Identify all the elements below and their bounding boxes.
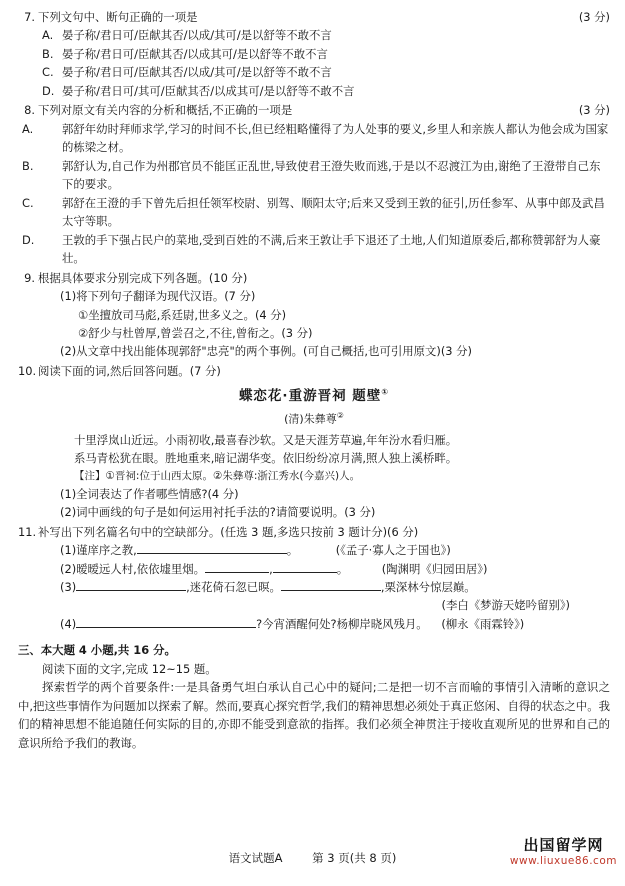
question-9-sub-2: (2)从文章中找出能体现郭舒"忠亮"的两个事例。(可自己概括,也可引用原文)(3 分): [60, 344, 472, 359]
watermark-title: 出国留学网: [523, 836, 604, 855]
question-10-number: 10.: [18, 363, 37, 378]
poem-note: 【注】①晋祠:位于山西太原。②朱彝尊:浙江秀水(今嘉兴)人。: [74, 469, 361, 482]
question-7-head: [18, 8, 610, 26]
question-8-head: [18, 101, 610, 119]
question-11-source-1: (《孟子·寡人之于国也》): [335, 543, 451, 558]
poem-line-1: 十里浮岚山近远。小雨初收,最喜春沙软。又是天涯芳草遍,年年汾水看归雁。: [74, 432, 458, 447]
question-7-option-a: A. 晏子称/君日可/臣献其否/以成/其可/是以舒等不敢不言: [42, 28, 332, 43]
footer-paper-label: 语文试题A: [228, 851, 283, 866]
question-8-option-d: D. 王敦的手下强占民户的菜地,受到百姓的不满,后来王敦让手下退还了土地,人们知道原委后,都称赞郭舒为人豪壮。: [22, 232, 601, 266]
question-11-item-2: (2)暧暧远人村,依依墟里烟。 , 。 (陶渊明《归园田居》): [60, 561, 488, 576]
question-10-head: [18, 362, 610, 380]
question-7-marks: (3 分): [578, 10, 610, 24]
question-9-stem: 根据具体要求分别完成下列各题。(10 分): [38, 270, 248, 285]
question-11-item-1: (1)谨庠序之教, 。 (《孟子·寡人之于国也》): [60, 543, 451, 558]
question-7: [18, 8, 610, 100]
question-9-sub-1: (1)将下列句子翻译为现代汉语。(7 分): [60, 289, 256, 304]
question-8-stem: (3 分) 下列对原文有关内容的分析和概括,不正确的一项是: [38, 101, 610, 119]
question-7-option-c: C. 晏子称/君日可/臣献其否/以成/其可/是以舒等不敢不言: [42, 65, 332, 80]
question-8-option-a: A. 郭舒年幼时拜师求学,学习的时间不长,但已经粗略懂得了为人处事的要义,乡里人和亲族人都认为他会成为国家的栋梁之材。: [22, 121, 609, 155]
fill-blank[interactable]: [76, 616, 256, 628]
poem-title: 蝶恋花·重游晋祠 题壁①: [238, 387, 390, 405]
poem-author-note-marker: ②: [336, 411, 344, 421]
question-8: [18, 101, 610, 267]
question-10-item-2: (2)词中画线的句子是如何运用衬托手法的?请简要说明。(3 分): [60, 505, 376, 520]
question-7-stem: (3 分) 下列文句中、断句正确的一项是: [38, 8, 610, 26]
fill-blank[interactable]: [281, 579, 381, 591]
question-7-option-b: B. 晏子称/君日可/臣献其否/以成其可/是以舒等不敢不言: [42, 46, 328, 61]
question-10: [18, 362, 610, 522]
question-9-number: 9.: [24, 270, 35, 285]
question-9-item-2: ②舒少与杜曾厚,曾尝召之,不往,曾衔之。(3 分): [78, 325, 313, 340]
question-8-number: 8.: [24, 103, 35, 118]
question-10-item-1: (1)全词表达了作者哪些情感?(4 分): [60, 486, 239, 501]
watermark: [510, 836, 617, 868]
question-11-source-4: (柳永《雨霖铃》): [441, 616, 525, 631]
question-8-option-b: B. 郭舒认为,自己作为州郡官员不能匡正乱世,导致使君王澄失败而逃,于是以不忍渡江为由,谢绝了王澄带自己东下的要求。: [22, 158, 601, 192]
question-11: [18, 523, 610, 634]
fill-blank[interactable]: [76, 579, 186, 591]
page-content: [18, 8, 610, 753]
watermark-url: www.liuxue86.com: [509, 854, 617, 867]
question-11-source-3: (李白《梦游天姥吟留别》): [441, 598, 570, 613]
question-11-number: 11.: [18, 524, 37, 539]
fill-blank[interactable]: [205, 561, 269, 573]
question-9: [18, 269, 610, 361]
question-11-item-3: (3) ,迷花倚石忽已暝。 ,栗深林兮惊层巅。: [60, 579, 476, 594]
question-11-item-4: (4) ?今宵酒醒何处?杨柳岸晓风残月。 (柳永《雨霖铃》): [60, 616, 525, 631]
question-9-item-1: ①坐擅放司马彪,系廷尉,世多义之。(4 分): [78, 307, 287, 322]
poem-author: (清)朱彝尊②: [284, 411, 344, 426]
question-11-source-2: (陶渊明《归园田居》): [381, 561, 488, 576]
section-3-heading: 三、本大题 4 小题,共 16 分。: [18, 643, 176, 658]
question-7-option-d: D. 晏子称/君日可/其可/臣献其否/以成其可/是以舒等不敢不言: [42, 83, 355, 98]
question-8-option-c: C. 郭舒在王澄的手下曾先后担任领军校尉、别驾、顺阳太守;后来又受到王敦的征引,历任参军、从事中郎及武昌太守等职。: [22, 195, 605, 229]
fill-blank[interactable]: [273, 561, 337, 573]
section-3-instruction: 阅读下面的文字,完成 12~15 题。: [42, 661, 217, 676]
footer-page-number: 第 3 页(共 8 页): [312, 851, 397, 866]
question-10-stem: 阅读下面的词,然后回答问题。(7 分): [38, 363, 221, 378]
section-3-paragraph-1: 探索哲学的两个首要条件:一是具备勇气坦白承认自己心中的疑问;二是把一切不言而喻的事情引入清晰的意识之中,把这些事情作为问题加以探索了解。然而,要真心探究哲学,我们的精神思想必须处于真正悠闲、自得的状态之中。我们的精神思想不能追随任何实际的目的,亦即不能受到意欲的指挥。我们必须全神贯注于接收直观所见的世界和自己的意识所给予我们的教诲。: [18, 680, 610, 750]
fill-blank[interactable]: [137, 542, 287, 554]
question-8-marks: (3 分): [578, 103, 610, 118]
question-11-stem: 补写出下列名篇名句中的空缺部分。(任选 3 题,多选只按前 3 题计分)(6 分): [38, 524, 419, 539]
poem-title-note-marker: ①: [381, 387, 390, 397]
section-3: [18, 641, 610, 752]
question-9-head: [18, 269, 610, 287]
poem-line-2: 系马青松犹在眼。胜地重来,暗记湖华变。依旧纷纷凉月满,照人独上溪桥畔。: [74, 451, 458, 466]
question-11-head: [18, 523, 610, 541]
question-7-number: 7.: [24, 10, 35, 24]
